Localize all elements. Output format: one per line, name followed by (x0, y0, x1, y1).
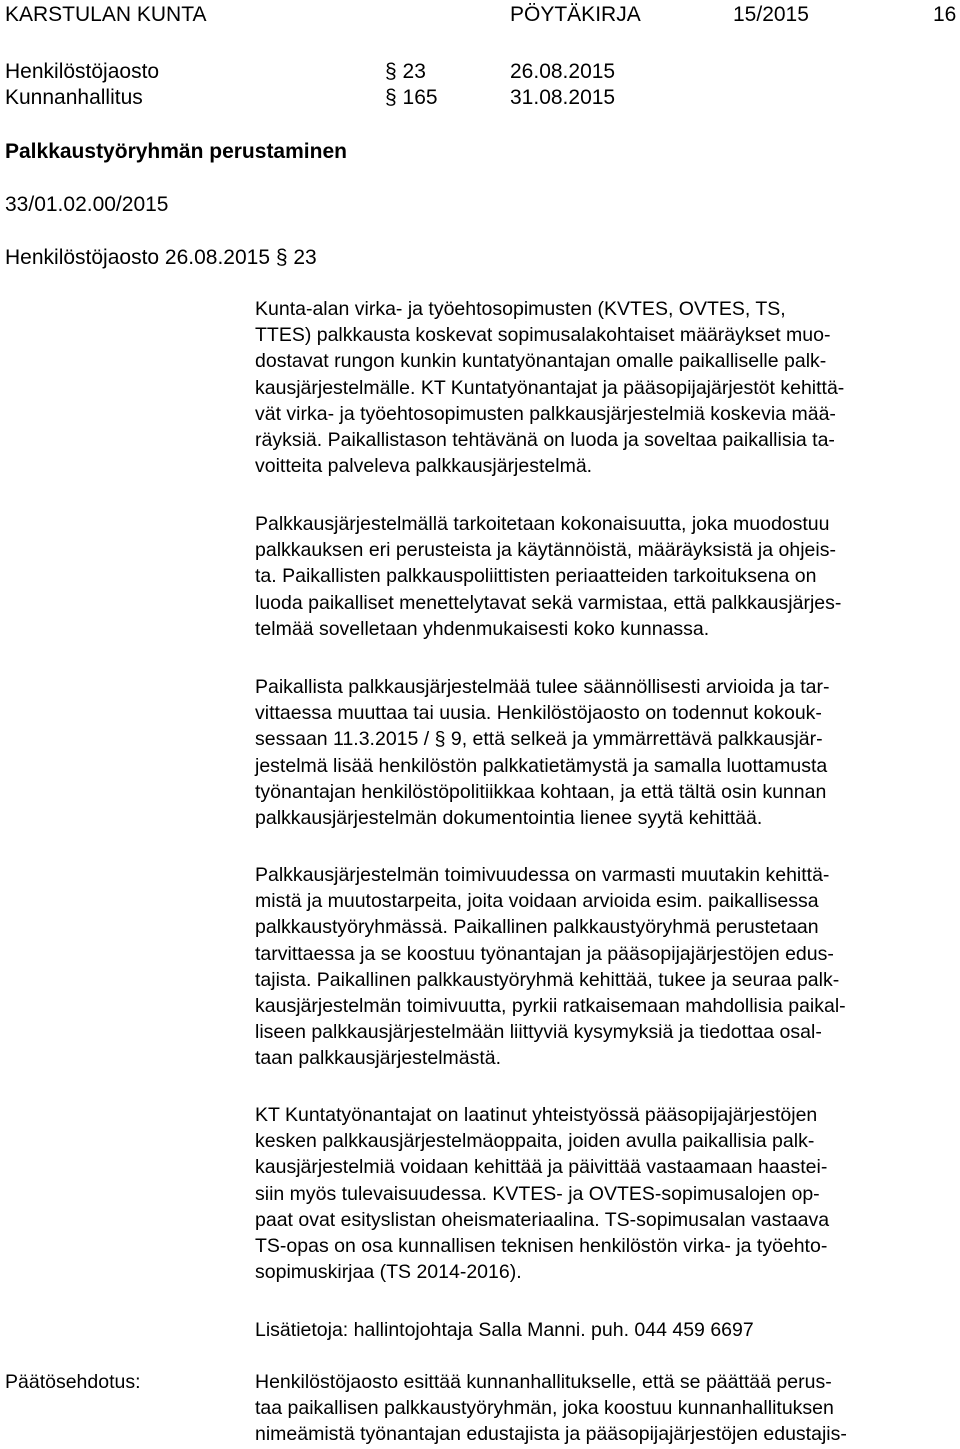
text-line: TS-opas on osa kunnallisen teknisen henkilöstön virka- ja työehto- (255, 1235, 828, 1258)
text-line: vittaessa muuttaa tai uusia. Henkilöstöjaosto on todennut kokouk- (255, 702, 822, 725)
proposal-label: Päätösehdotus: (5, 1371, 141, 1393)
text-line: jestelmä lisää henkilöstön palkkatietämystä ja samalla luottamusta (255, 754, 828, 777)
text-line: Palkkausjärjestelmän toimivuudessa on varmasti muutakin kehittä- (255, 864, 830, 886)
municipality-name: KARSTULAN KUNTA (5, 3, 207, 26)
text-line: luoda paikalliset menettelytavat sekä varmistaa, että palkkausjärjes- (255, 591, 842, 614)
text-line: liseen palkkausjärjestelmään liittyviä kysymyksiä ja tiedottaa osal- (255, 1021, 822, 1044)
text-line: palkkauksen eri perusteista ja käytännöistä, määräyksistä ja ohjeis- (255, 539, 836, 562)
session-section: § 23 (385, 60, 426, 83)
text-line: siin myös tulevaisuudessa. KVTES- ja OVTES-sopimusalojen op- (255, 1182, 820, 1205)
document-type: PÖYTÄKIRJA (510, 3, 641, 26)
text-line: palkkaustyöryhmässä. Paikallinen palkkaustyöryhmä perustetaan (255, 916, 819, 939)
contact-info (255, 1317, 945, 1343)
text-line: palkkausjärjestelmän dokumentointia lienee syytä kehittää. (255, 807, 763, 830)
document-number: 15/2015 (733, 3, 809, 26)
text-line: Palkkausjärjestelmällä tarkoitetaan kokonaisuutta, joka muodostuu (255, 513, 830, 535)
paragraph (255, 296, 945, 479)
session-body: Henkilöstöjaosto (5, 60, 160, 83)
text-line: Henkilöstöjaosto esittää kunnanhallitukselle, että se päättää perus- (255, 1371, 832, 1393)
text-line: taa paikallisen palkkaustyöryhmän, joka koostuu kunnanhallituksen (255, 1397, 834, 1420)
text-line: Kunta-alan virka- ja työehtosopimusten (KVTES, OVTES, TS, (255, 298, 786, 320)
text-line: voitteita palveleva palkkausjärjestelmä. (255, 455, 593, 478)
paragraph (255, 862, 945, 1072)
session-section: § 165 (385, 86, 438, 109)
text-line: sopimuskirjaa (TS 2014-2016). (255, 1261, 522, 1284)
paragraph (255, 511, 945, 642)
text-line: kausjärjestelmiä voidaan kehittää ja päivittää vastaamaan haastei- (255, 1156, 828, 1179)
text-line: kesken palkkausjärjestelmäoppaita, joiden avulla paikallisia palk- (255, 1130, 815, 1153)
page-number: 16 (933, 3, 957, 26)
text-line: KT Kuntatyönantajat on laatinut yhteistyössä pääsopijajärjestöjen (255, 1104, 818, 1126)
proposal-text (255, 1369, 945, 1448)
preparation-line: Henkilöstöjaosto 26.08.2015 § 23 (5, 246, 317, 269)
text-line: TTES) palkkausta koskevat sopimusalakohtaiset määräykset muo- (255, 324, 831, 347)
text-line: ta. Paikallisten palkkauspoliittisten periaatteiden tarkoituksena on (255, 565, 817, 588)
text-line: paat ovat esityslistan oheismateriaalina. TS-sopimusalan vastaava (255, 1208, 830, 1231)
paragraph (255, 674, 945, 831)
session-date: 31.08.2015 (510, 86, 616, 109)
text-line: mistä ja muutostarpeita, joita voidaan arvioida esim. paikallisessa (255, 890, 819, 913)
page-title: Palkkaustyöryhmän perustaminen (5, 140, 347, 163)
session-body: Kunnanhallitus (5, 86, 143, 109)
text-line: kausjärjestelmälle. KT Kuntatyönantajat ja pääsopijajärjestöt kehittä- (255, 376, 845, 399)
text-line: räyksiä. Paikallistason tehtävänä on luoda ja soveltaa paikallisia ta- (255, 429, 835, 452)
text-line: sessaan 11.3.2015 / § 9, että selkeä ja ymmärrettävä palkkausjär- (255, 728, 823, 751)
text-line: telmää sovelletaan yhdenmukaisesti koko kunnassa. (255, 617, 710, 640)
text-line: työnantajan henkilöstöpolitiikkaa kohtaan, ja että tältä osin kunnan (255, 780, 827, 803)
text-line: taan palkkausjärjestelmästä. (255, 1047, 502, 1070)
session-date: 26.08.2015 (510, 60, 616, 83)
text-line: Paikallista palkkausjärjestelmää tulee säännöllisesti arvioida ja tar- (255, 676, 830, 698)
text-line: nimeämistä työnantajan edustajista ja pääsopijajärjestöjen edustajis- (255, 1423, 847, 1446)
text-line: dostavat rungon kunkin kuntatyönantajan omalle paikalliselle palk- (255, 350, 827, 373)
text-line: kausjärjestelmän toimivuutta, pyrkii ratkaisemaan mahdollisia paikal- (255, 995, 846, 1018)
text-line: vät virka- ja työehtosopimusten palkkausjärjestelmiä koskevia mää- (255, 402, 836, 425)
reference-number: 33/01.02.00/2015 (5, 193, 169, 216)
text-line: tajista. Paikallinen palkkaustyöryhmä kehittää, tukee ja seuraa palk- (255, 968, 840, 991)
text-line: tarvittaessa ja se koostuu työnantajan ja pääsopijajärjestöjen edus- (255, 942, 834, 965)
text-line: Lisätietoja: hallintojohtaja Salla Manni. puh. 044 459 6697 (255, 1319, 754, 1341)
paragraph (255, 1102, 945, 1285)
